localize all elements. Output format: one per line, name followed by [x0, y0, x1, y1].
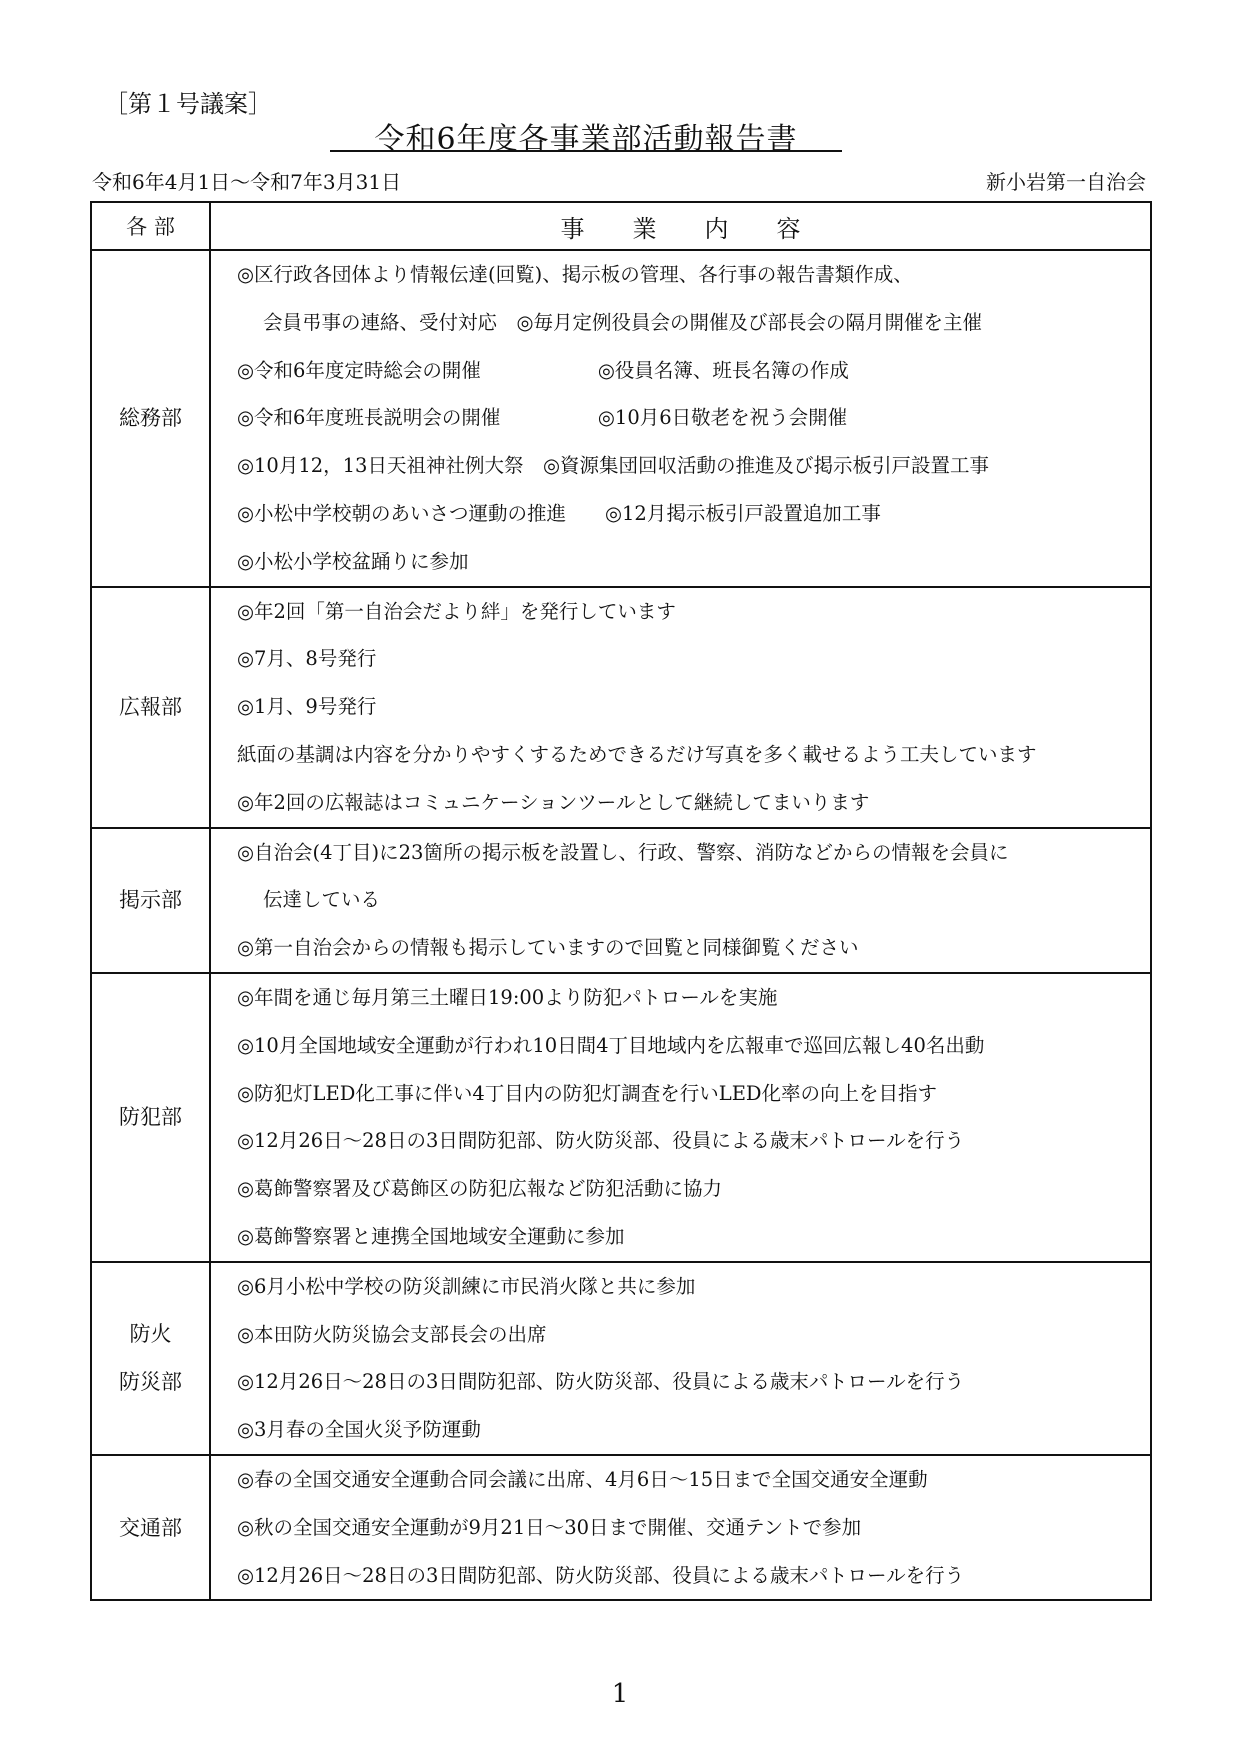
activity-list [210, 973, 1151, 1262]
activity-line: ◎第一自治会からの情報も掲示していますので回覧と同様御覧ください [237, 936, 859, 960]
department-name: 掲示部 [91, 828, 210, 973]
activity-line: ◎10月全国地域安全運動が行われ10日間4丁目地域内を広報車で巡回広報し40名出動 [237, 1033, 985, 1057]
activity-line: ◎本田防火防災協会支部長会の出席 [237, 1322, 547, 1346]
activity-line: ◎小松中学校朝のあいさつ運動の推進 ◎12月掲示板引戸設置追加工事 [237, 501, 881, 525]
activity-line: ◎年間を通じ毎月第三土曜日19:00より防犯パトロールを実施 [237, 985, 778, 1009]
activity-line: ◎1月、9号発行 [237, 695, 377, 719]
organization-name: 新小岩第一自治会 [986, 170, 1146, 194]
activity-line: ◎令和6年度定時総会の開催 ◎役員名簿、班長名簿の作成 [237, 358, 849, 382]
report-period: 令和6年4月1日～令和7年3月31日 [92, 170, 402, 194]
department-name: 広報部 [91, 587, 210, 828]
activity-line: ◎秋の全国交通安全運動が9月21日～30日まで開催、交通テントで参加 [237, 1515, 862, 1539]
activity-line: ◎3月春の全国火災予防運動 [237, 1418, 481, 1442]
activity-line: ◎葛飾警察署と連携全国地域安全運動に参加 [237, 1224, 625, 1248]
activity-line: ◎12月26日～28日の3日間防犯部、防火防災部、役員による歳末パトロールを行う [237, 1129, 965, 1153]
department-name [91, 1262, 210, 1455]
agenda-label: ［第１号議案］ [104, 90, 272, 118]
table-row [91, 973, 1151, 1262]
activity-line: ◎年2回の広報誌はコミュニケーションツールとして継続してまいります [237, 790, 870, 814]
department-name: 防犯部 [91, 973, 210, 1262]
column-header-department: 各 部 [91, 202, 210, 250]
activity-line: ◎12月26日～28日の3日間防犯部、防火防災部、役員による歳末パトロールを行う [237, 1370, 965, 1394]
table-row [91, 1262, 1151, 1455]
document-title: 令和6年度各事業部活動報告書 [374, 122, 798, 157]
table-row [91, 250, 1151, 587]
table-row [91, 587, 1151, 828]
activity-line: ◎7月、8号発行 [237, 647, 377, 671]
activity-line: ◎小松小学校盆踊りに参加 [237, 549, 469, 573]
table-header-row [91, 202, 1151, 250]
table-row [91, 828, 1151, 973]
activity-list [210, 1262, 1151, 1455]
department-name-line: 防火 [129, 1322, 172, 1347]
activity-list [210, 1455, 1151, 1600]
department-name-line: 防災部 [119, 1370, 182, 1395]
activity-list [210, 250, 1151, 587]
activity-line: 紙面の基調は内容を分かりやすくするためできるだけ写真を多く載せるよう工夫しています [237, 742, 1037, 766]
activity-line: ◎自治会(4丁目)に23箇所の掲示板を設置し、行政、警察、消防などからの情報を会員に [237, 840, 1009, 864]
activity-line: ◎葛飾警察署及び葛飾区の防犯広報など防犯活動に協力 [237, 1177, 723, 1201]
activity-line: ◎春の全国交通安全運動合同会議に出席、4月6日～15日まで全国交通安全運動 [237, 1467, 928, 1491]
title-underline [330, 150, 842, 152]
activity-list [210, 587, 1151, 828]
activity-line: ◎12月26日～28日の3日間防犯部、防火防災部、役員による歳末パトロールを行う [237, 1563, 965, 1587]
table-row [91, 1455, 1151, 1600]
activity-line: 伝達している [263, 888, 381, 912]
department-name: 交通部 [91, 1455, 210, 1600]
activity-line: ◎防犯灯LED化工事に伴い4丁目内の防犯灯調査を行いLED化率の向上を目指す [237, 1081, 938, 1105]
column-header-activities: 事 業 内 容 [210, 202, 1151, 250]
activity-line: ◎区行政各団体より情報伝達(回覧)、掲示板の管理、各行事の報告書類作成、 [237, 263, 913, 286]
activity-line: 会員弔事の連絡、受付対応 ◎毎月定例役員会の開催及び部長会の隔月開催を主催 [263, 310, 983, 334]
page-number: 1 [611, 1679, 629, 1709]
activity-line: ◎10月12，13日天祖神社例大祭 ◎資源集団回収活動の推進及び掲示板引戸設置工事 [237, 454, 989, 478]
activity-line: ◎年2回「第一自治会だより絆」を発行しています [237, 599, 676, 623]
activity-list [210, 828, 1151, 973]
activity-report-table [90, 201, 1152, 1601]
department-name: 総務部 [91, 250, 210, 587]
activity-line: ◎6月小松中学校の防災訓練に市民消火隊と共に参加 [237, 1274, 696, 1298]
activity-line: ◎令和6年度班長説明会の開催 ◎10月6日敬老を祝う会開催 [237, 406, 848, 430]
